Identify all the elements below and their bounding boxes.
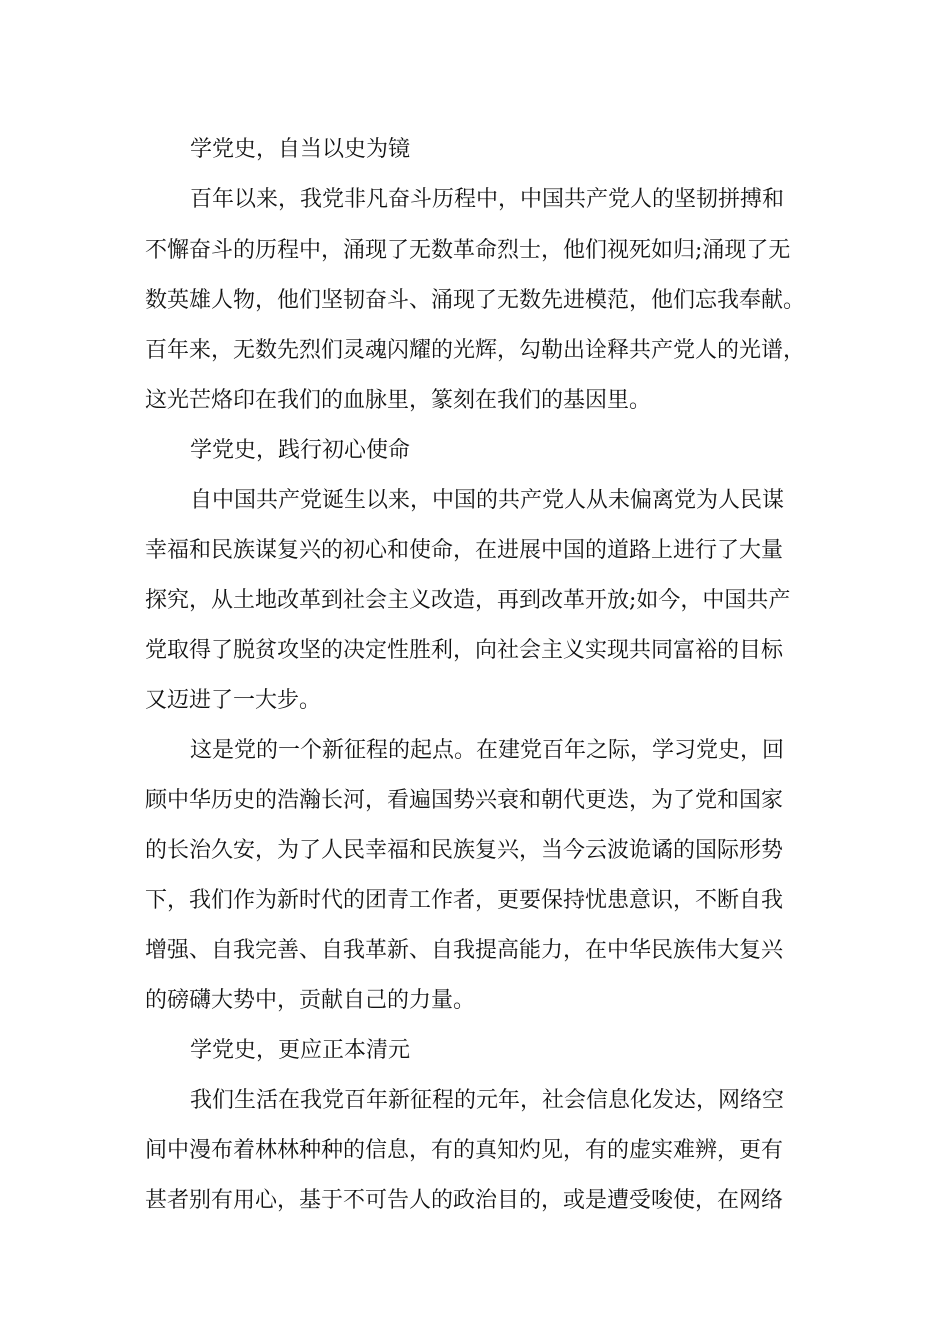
paragraph-line: 这是党的一个新征程的起点。在建党百年之际，学习党史，回	[190, 738, 785, 763]
paragraph-line: 顾中华历史的浩瀚长河，看遍国势兴衰和朝代更迭，为了党和国家	[145, 788, 784, 813]
paragraph-line: 增强、自我完善、自我革新、自我提高能力，在中华民族伟大复兴	[145, 938, 784, 963]
paragraph-line: 幸福和民族谋复兴的初心和使命，在进展中国的道路上进行了大量	[145, 538, 784, 563]
paragraph-line: 的长治久安，为了人民幸福和民族复兴，当今云波诡谲的国际形势	[145, 838, 784, 863]
paragraph-line: 百年以来，我党非凡奋斗历程中，中国共产党人的坚韧拼搏和	[190, 187, 785, 212]
heading-mirror: 学党史，自当以史为镜	[190, 137, 411, 162]
paragraph-line: 百年来，无数先烈们灵魂闪耀的光辉，勾勒出诠释共产党人的光谱，	[145, 338, 806, 363]
paragraph-line: 的磅礴大势中，贡献自己的力量。	[145, 988, 476, 1013]
paragraph-line: 又迈进了一大步。	[145, 688, 322, 713]
heading-clarify: 学党史，更应正本清元	[190, 1038, 411, 1063]
paragraph-line: 数英雄人物，他们坚韧奋斗、涌现了无数先进模范，他们忘我奉献。	[145, 288, 806, 313]
paragraph-line: 间中漫布着林林种种的信息，有的真知灼见，有的虚实难辨，更有	[145, 1138, 784, 1163]
paragraph-line: 我们生活在我党百年新征程的元年，社会信息化发达，网络空	[190, 1088, 785, 1113]
heading-mission: 学党史，践行初心使命	[190, 438, 411, 463]
paragraph-line: 不懈奋斗的历程中，涌现了无数革命烈士，他们视死如归;涌现了无	[145, 238, 791, 263]
paragraph-line: 党取得了脱贫攻坚的决定性胜利，向社会主义实现共同富裕的目标	[145, 638, 784, 663]
paragraph-line: 下，我们作为新时代的团青工作者，更要保持忧患意识，不断自我	[145, 888, 784, 913]
paragraph-line: 自中国共产党诞生以来，中国的共产党人从未偏离党为人民谋	[190, 488, 785, 513]
paragraph-line: 这光芒烙印在我们的血脉里，篆刻在我们的基因里。	[145, 388, 652, 413]
paragraph-line: 甚者别有用心，基于不可告人的政治目的，或是遭受唆使，在网络	[145, 1188, 784, 1213]
paragraph-line: 探究，从土地改革到社会主义改造，再到改革开放;如今，中国共产	[145, 588, 791, 613]
